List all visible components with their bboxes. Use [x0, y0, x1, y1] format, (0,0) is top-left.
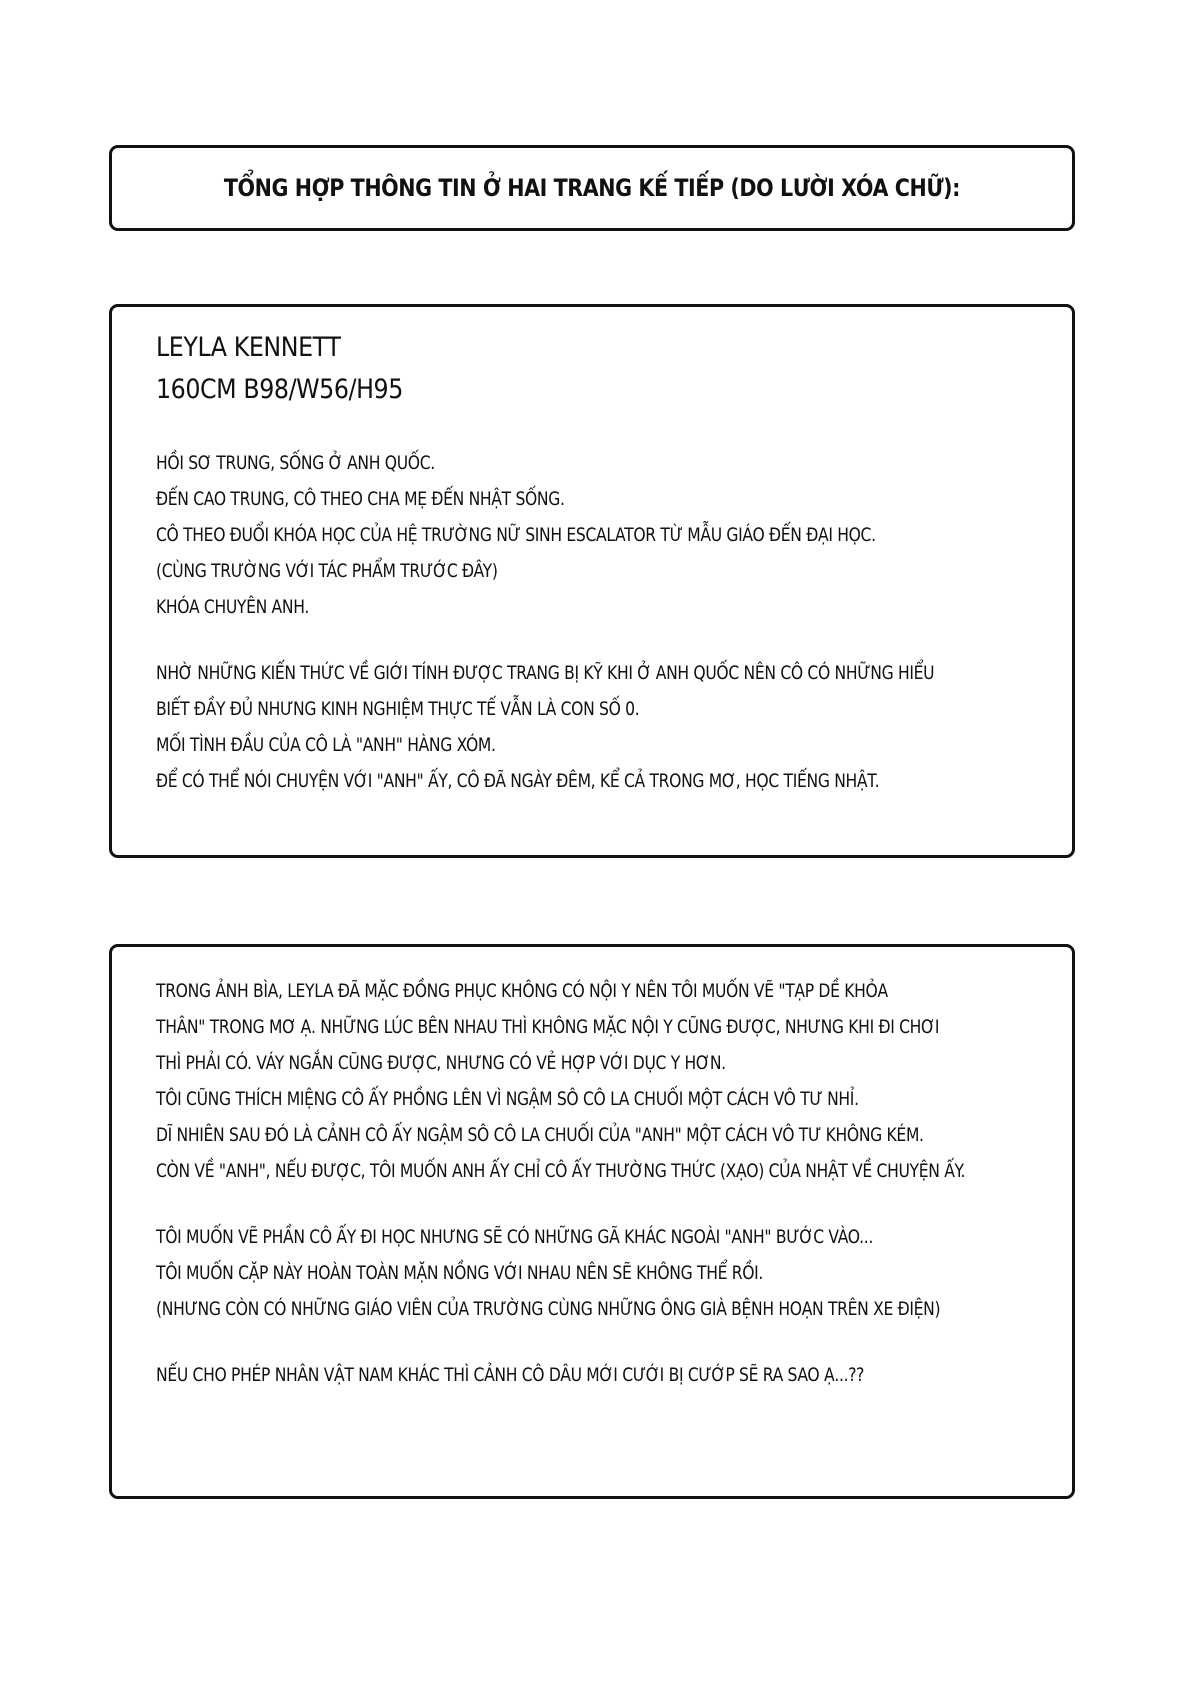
text-line: TÔI CŨNG THÍCH MIỆNG CÔ ẤY PHỒNG LÊN VÌ NGẬM SÔ CÔ LA CHUỐI MỘT CÁCH VÔ TƯ NHỈ. [156, 1088, 859, 1110]
text-line: THÂN" TRONG MƠ Ạ. NHỮNG LÚC BÊN NHAU THÌ KHÔNG MẶC NỘI Y CŨNG ĐƯỢC, NHƯNG KHI ĐI CHƠI [156, 1016, 940, 1038]
text-line: KHÓA CHUYÊN ANH. [156, 596, 309, 618]
text-line: CÒN VỀ "ANH", NẾU ĐƯỢC, TÔI MUỐN ANH ẤY CHỈ CÔ ẤY THƯỜNG THỨC (XẠO) CỦA NHẬT VỀ CHUYỆN ẤY. [156, 1160, 966, 1182]
text-line: TÔI MUỐN VẼ PHẦN CÔ ẤY ĐI HỌC NHƯNG SẼ CÓ NHỮNG GÃ KHÁC NGOÀI "ANH" BƯỚC VÀO... [156, 1226, 873, 1248]
text-line: (CÙNG TRƯỜNG VỚI TÁC PHẨM TRƯỚC ĐÂY) [156, 560, 498, 582]
profile-content [156, 327, 1052, 799]
text-line: TÔI MUỐN CẶP NÀY HOÀN TOÀN MẶN NỒNG VỚI NHAU NÊN SẼ KHÔNG THỂ RỒI. [156, 1262, 764, 1284]
text-line: ĐẾN CAO TRUNG, CÔ THEO CHA MẸ ĐẾN NHẬT SỐNG. [156, 488, 565, 510]
character-stats: 160CM B98/W56/H95 [156, 374, 403, 405]
text-line: THÌ PHẢI CÓ. VÁY NGẮN CŨNG ĐƯỢC, NHƯNG CÓ VẺ HỢP VỚI DỤC Y HƠN. [156, 1052, 726, 1074]
text-line: ĐỂ CÓ THỂ NÓI CHUYỆN VỚI "ANH" ẤY, CÔ ĐÃ NGÀY ĐÊM, KỂ CẢ TRONG MƠ, HỌC TIẾNG NHẬT. [156, 770, 880, 792]
profile-paragraph-1 [156, 445, 1052, 625]
notes-box [109, 944, 1075, 1499]
text-line: MỐI TÌNH ĐẦU CỦA CÔ LÀ "ANH" HÀNG XÓM. [156, 734, 496, 756]
character-name: LEYLA KENNETT [156, 332, 341, 363]
notes-paragraph-2 [156, 1219, 1052, 1327]
notes-content [156, 973, 1052, 1393]
page-title: TỔNG HỢP THÔNG TIN Ở HAI TRANG KẾ TIẾP (DO LƯỜI XÓA CHỮ): [223, 174, 961, 202]
text-line: CÔ THEO ĐUỔI KHÓA HỌC CỦA HỆ TRƯỜNG NỮ SINH ESCALATOR TỪ MẪU GIÁO ĐẾN ĐẠI HỌC. [156, 524, 876, 546]
title-box [109, 145, 1075, 231]
text-line: BIẾT ĐẦY ĐỦ NHƯNG KINH NGHIỆM THỰC TẾ VẪN LÀ CON SỐ 0. [156, 698, 640, 720]
profile-box [109, 304, 1075, 858]
text-line: TRONG ẢNH BÌA, LEYLA ĐÃ MẶC ĐỒNG PHỤC KHÔNG CÓ NỘI Y NÊN TÔI MUỐN VẼ "TẠP DỀ KHỎA [156, 980, 888, 1002]
text-line: (NHƯNG CÒN CÓ NHỮNG GIÁO VIÊN CỦA TRƯỜNG CÙNG NHỮNG ÔNG GIÀ BỆNH HOẠN TRÊN XE ĐIỆN) [156, 1298, 941, 1320]
notes-paragraph-1 [156, 973, 1052, 1189]
text-line: DĨ NHIÊN SAU ĐÓ LÀ CẢNH CÔ ẤY NGẬM SÔ CÔ LA CHUỐI CỦA "ANH" MỘT CÁCH VÔ TƯ KHÔNG KÉM. [156, 1124, 924, 1146]
notes-paragraph-3 [156, 1357, 1052, 1393]
text-line: NHỜ NHỮNG KIẾN THỨC VỀ GIỚI TÍNH ĐƯỢC TRANG BỊ KỸ KHI Ở ANH QUỐC NÊN CÔ CÓ NHỮNG HIỂU [156, 662, 935, 684]
profile-paragraph-2 [156, 655, 1052, 799]
text-line: NẾU CHO PHÉP NHÂN VẬT NAM KHÁC THÌ CẢNH CÔ DÂU MỚI CƯỚI BỊ CƯỚP SẼ RA SAO Ạ...?? [156, 1364, 865, 1386]
text-line: HỒI SƠ TRUNG, SỐNG Ở ANH QUỐC. [156, 452, 435, 474]
